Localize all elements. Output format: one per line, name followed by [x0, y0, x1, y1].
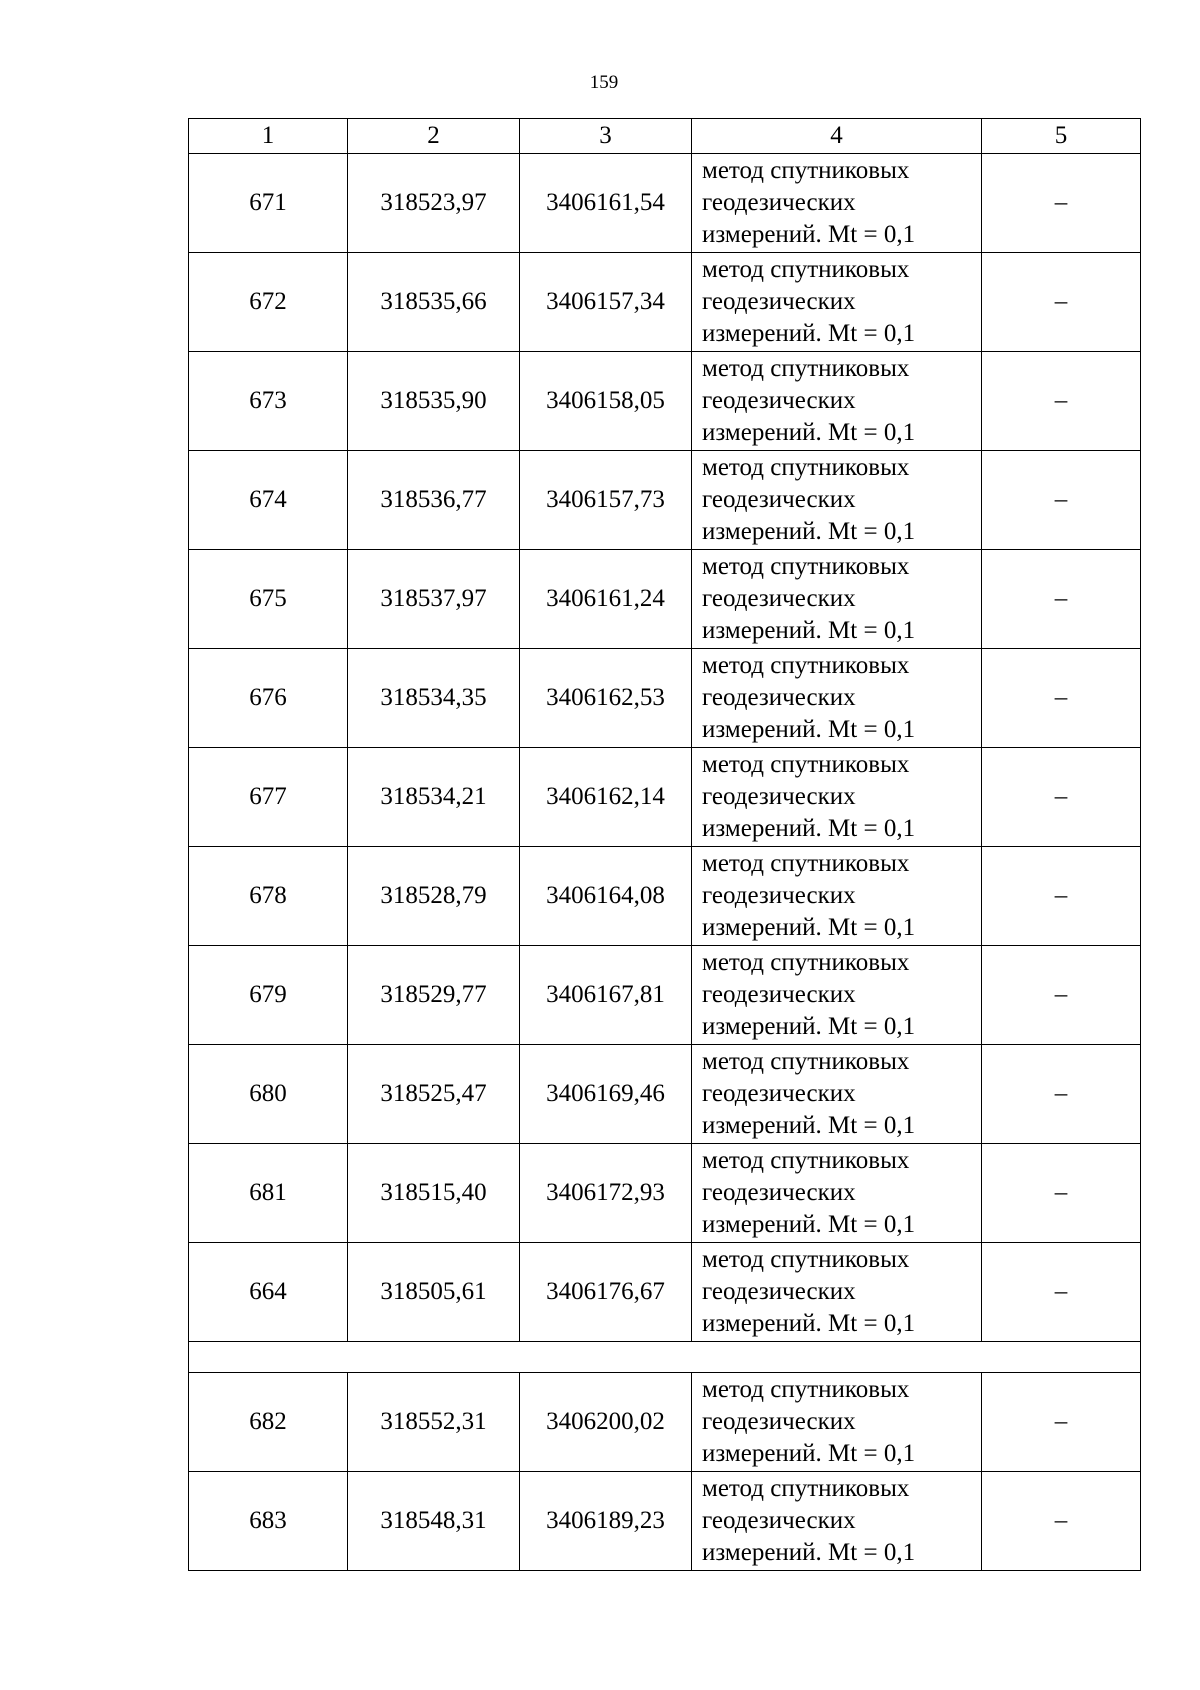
method-text-line: измерений. Mt = 0,1	[702, 716, 916, 743]
page-number: 159	[589, 72, 619, 93]
point-number-cell: 683	[189, 1472, 348, 1571]
description-cell: –	[982, 649, 1141, 748]
description-cell: –	[982, 1373, 1141, 1472]
method-cell	[692, 1045, 982, 1144]
method-text-line: метод спутниковых	[702, 553, 910, 580]
coordinate-x-cell: 318505,61	[348, 1243, 520, 1342]
method-text-line: измерений. Mt = 0,1	[702, 1112, 916, 1139]
column-header: 4	[692, 119, 982, 154]
coordinate-x-cell: 318535,90	[348, 352, 520, 451]
method-text-line: измерений. Mt = 0,1	[702, 419, 916, 446]
description-cell: –	[982, 748, 1141, 847]
coordinate-x-cell: 318529,77	[348, 946, 520, 1045]
method-text-line: метод спутниковых	[702, 949, 910, 976]
method-cell	[692, 154, 982, 253]
method-text-line: геодезических	[702, 1278, 856, 1305]
method-cell	[692, 451, 982, 550]
method-cell	[692, 352, 982, 451]
point-number-cell: 681	[189, 1144, 348, 1243]
method-text-line: геодезических	[702, 189, 856, 216]
coordinate-x-cell: 318528,79	[348, 847, 520, 946]
method-text-line: геодезических	[702, 882, 856, 909]
description-cell: –	[982, 352, 1141, 451]
description-cell: –	[982, 550, 1141, 649]
table-separator-row	[189, 1342, 1141, 1373]
table-row	[189, 946, 1141, 1045]
method-cell	[692, 1472, 982, 1571]
method-text-line: геодезических	[702, 1408, 856, 1435]
method-text-line: метод спутниковых	[702, 355, 910, 382]
point-number-cell: 680	[189, 1045, 348, 1144]
description-cell: –	[982, 1045, 1141, 1144]
column-header: 2	[348, 119, 520, 154]
method-text-line: метод спутниковых	[702, 1147, 910, 1174]
method-text-line: геодезических	[702, 981, 856, 1008]
method-text-line: измерений. Mt = 0,1	[702, 1310, 916, 1337]
coordinate-y-cell: 3406162,14	[520, 748, 692, 847]
table-row	[189, 451, 1141, 550]
method-text-line: измерений. Mt = 0,1	[702, 815, 916, 842]
method-cell	[692, 1373, 982, 1472]
method-text-line: геодезических	[702, 585, 856, 612]
point-number-cell: 664	[189, 1243, 348, 1342]
column-header: 1	[189, 119, 348, 154]
method-text-line: геодезических	[702, 684, 856, 711]
description-cell: –	[982, 847, 1141, 946]
coordinate-x-cell: 318537,97	[348, 550, 520, 649]
point-number-cell: 679	[189, 946, 348, 1045]
table-row	[189, 550, 1141, 649]
table-row	[189, 649, 1141, 748]
method-text-line: измерений. Mt = 0,1	[702, 1013, 916, 1040]
column-header: 3	[520, 119, 692, 154]
description-cell: –	[982, 154, 1141, 253]
table-row	[189, 1472, 1141, 1571]
method-text-line: метод спутниковых	[702, 850, 910, 877]
method-text-line: геодезических	[702, 288, 856, 315]
method-text-line: измерений. Mt = 0,1	[702, 1440, 916, 1467]
description-cell: –	[982, 946, 1141, 1045]
table-header-row	[189, 119, 1141, 154]
method-text-line: измерений. Mt = 0,1	[702, 1211, 916, 1238]
coordinate-x-cell: 318525,47	[348, 1045, 520, 1144]
description-cell: –	[982, 253, 1141, 352]
table-row	[189, 1373, 1141, 1472]
method-text-line: измерений. Mt = 0,1	[702, 617, 916, 644]
table-row	[189, 847, 1141, 946]
coordinate-y-cell: 3406157,34	[520, 253, 692, 352]
method-text-line: метод спутниковых	[702, 652, 910, 679]
method-text-line: измерений. Mt = 0,1	[702, 914, 916, 941]
method-text-line: метод спутниковых	[702, 1376, 910, 1403]
point-number-cell: 677	[189, 748, 348, 847]
table-row	[189, 352, 1141, 451]
method-text-line: измерений. Mt = 0,1	[702, 320, 916, 347]
table-row	[189, 1144, 1141, 1243]
method-text-line: геодезических	[702, 1179, 856, 1206]
point-number-cell: 676	[189, 649, 348, 748]
method-cell	[692, 550, 982, 649]
coordinate-y-cell: 3406172,93	[520, 1144, 692, 1243]
method-text-line: метод спутниковых	[702, 1048, 910, 1075]
coordinate-y-cell: 3406162,53	[520, 649, 692, 748]
table-row	[189, 253, 1141, 352]
method-text-line: измерений. Mt = 0,1	[702, 221, 916, 248]
coordinate-x-cell: 318534,21	[348, 748, 520, 847]
description-cell: –	[982, 1472, 1141, 1571]
coordinate-x-cell: 318548,31	[348, 1472, 520, 1571]
coordinate-y-cell: 3406189,23	[520, 1472, 692, 1571]
point-number-cell: 671	[189, 154, 348, 253]
method-cell	[692, 1243, 982, 1342]
method-text-line: геодезических	[702, 1080, 856, 1107]
point-number-cell: 678	[189, 847, 348, 946]
method-text-line: метод спутниковых	[702, 1475, 910, 1502]
method-text-line: метод спутниковых	[702, 157, 910, 184]
coordinate-y-cell: 3406176,67	[520, 1243, 692, 1342]
method-text-line: геодезических	[702, 387, 856, 414]
method-text-line: метод спутниковых	[702, 454, 910, 481]
point-number-cell: 682	[189, 1373, 348, 1472]
description-cell: –	[982, 1243, 1141, 1342]
table-row	[189, 154, 1141, 253]
coordinate-x-cell: 318536,77	[348, 451, 520, 550]
separator-cell	[189, 1342, 1141, 1373]
method-text-line: метод спутниковых	[702, 256, 910, 283]
method-text-line: геодезических	[702, 783, 856, 810]
method-text-line: геодезических	[702, 1507, 856, 1534]
table-row	[189, 748, 1141, 847]
coordinate-y-cell: 3406169,46	[520, 1045, 692, 1144]
column-header: 5	[982, 119, 1141, 154]
table-row	[189, 1045, 1141, 1144]
point-number-cell: 673	[189, 352, 348, 451]
coordinate-x-cell: 318515,40	[348, 1144, 520, 1243]
method-cell	[692, 649, 982, 748]
point-number-cell: 672	[189, 253, 348, 352]
method-cell	[692, 847, 982, 946]
method-cell	[692, 946, 982, 1045]
method-cell	[692, 253, 982, 352]
coordinate-x-cell: 318534,35	[348, 649, 520, 748]
point-number-cell: 674	[189, 451, 348, 550]
coordinate-y-cell: 3406158,05	[520, 352, 692, 451]
coordinate-y-cell: 3406167,81	[520, 946, 692, 1045]
coordinate-y-cell: 3406157,73	[520, 451, 692, 550]
method-text-line: метод спутниковых	[702, 751, 910, 778]
description-cell: –	[982, 1144, 1141, 1243]
method-text-line: измерений. Mt = 0,1	[702, 518, 916, 545]
method-cell	[692, 748, 982, 847]
description-cell: –	[982, 451, 1141, 550]
coordinate-y-cell: 3406164,08	[520, 847, 692, 946]
point-number-cell: 675	[189, 550, 348, 649]
coordinate-y-cell: 3406200,02	[520, 1373, 692, 1472]
coordinate-x-cell: 318535,66	[348, 253, 520, 352]
method-text-line: метод спутниковых	[702, 1246, 910, 1273]
method-text-line: измерений. Mt = 0,1	[702, 1539, 916, 1566]
method-cell	[692, 1144, 982, 1243]
coordinates-table	[188, 118, 1141, 1571]
method-text-line: геодезических	[702, 486, 856, 513]
coordinate-y-cell: 3406161,24	[520, 550, 692, 649]
coordinate-y-cell: 3406161,54	[520, 154, 692, 253]
coordinate-x-cell: 318552,31	[348, 1373, 520, 1472]
coordinate-x-cell: 318523,97	[348, 154, 520, 253]
table-row	[189, 1243, 1141, 1342]
